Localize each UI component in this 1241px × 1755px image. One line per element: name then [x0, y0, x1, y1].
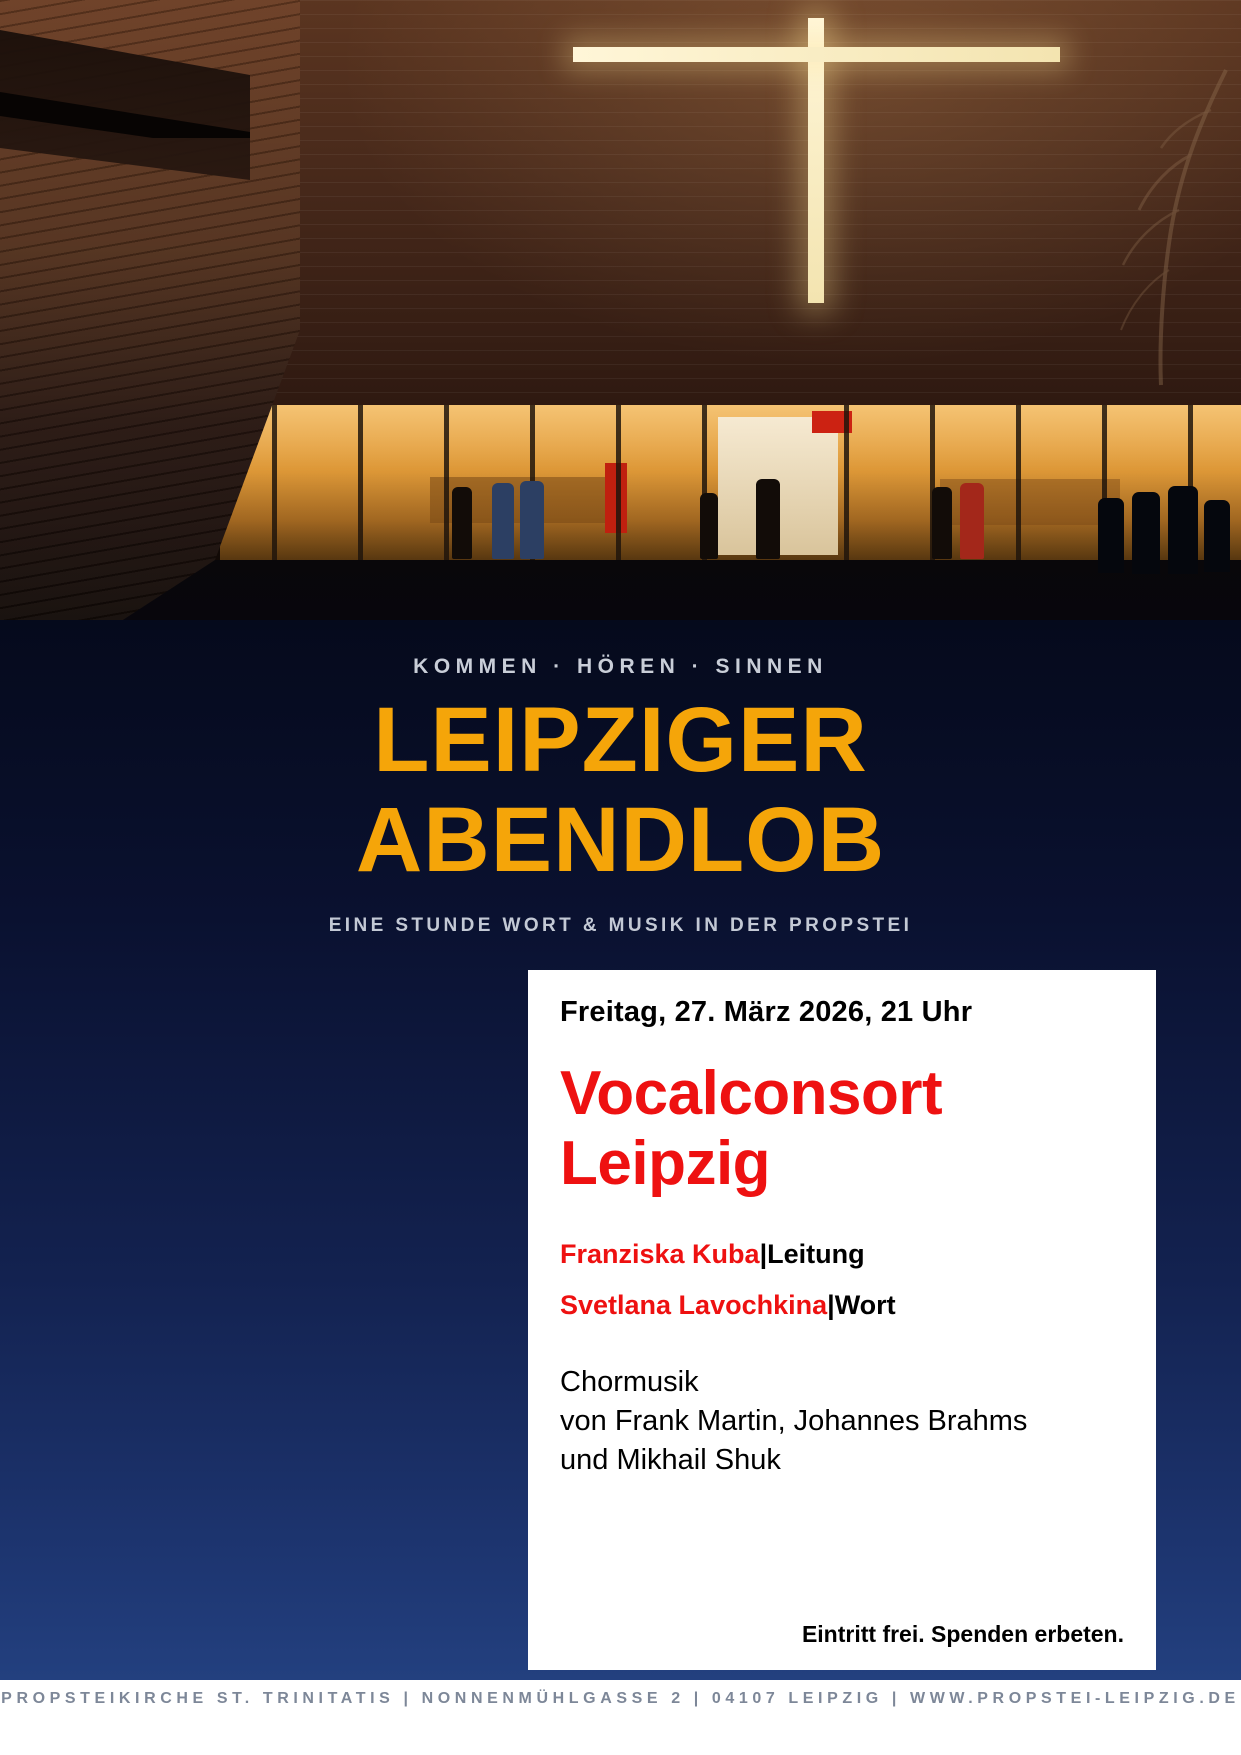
- credit-conductor: [560, 1239, 1124, 1270]
- illuminated-cross-horizontal: [573, 47, 1060, 62]
- credit-conductor-name: Franziska Kuba: [560, 1239, 760, 1269]
- credit-conductor-role: Leitung: [767, 1239, 865, 1269]
- tree-branch: [1031, 60, 1231, 390]
- ensemble-name-line-1: Vocalconsort: [560, 1059, 943, 1128]
- glass-foyer: [220, 405, 1241, 565]
- ensemble-name: [560, 1059, 1124, 1199]
- poster-title-line-2: ABENDLOB: [355, 789, 886, 891]
- program-line-3: und Mikhail Shuk: [560, 1444, 781, 1476]
- church-photograph: [0, 0, 1241, 700]
- credit-speaker-name: Svetlana Lavochkina: [560, 1290, 828, 1320]
- program-description: [560, 1363, 1124, 1480]
- ensemble-name-line-2: Leipzig: [560, 1129, 771, 1198]
- footer-address: PROPSTEIKIRCHE ST. TRINITATIS | NONNENMÜHLGASSE 2 | 04107 LEIPZIG | WWW.PROPSTEI-LEIPZIG.DE: [1, 1690, 1240, 1707]
- event-date: Freitag, 27. März 2026, 21 Uhr: [560, 996, 973, 1028]
- program-line-2: von Frank Martin, Johannes Brahms: [560, 1405, 1028, 1437]
- credit-speaker: [560, 1290, 1124, 1321]
- credit-speaker-separator: |: [827, 1290, 835, 1320]
- program-line-1: Chormusik: [560, 1366, 699, 1398]
- poster-title-line-1: LEIPZIGER: [373, 689, 868, 791]
- admission-note: Eintritt frei. Spenden erbeten.: [801, 1621, 1124, 1647]
- poster-subtitle: EINE STUNDE WORT & MUSIK IN DER PROPSTEI: [328, 915, 913, 936]
- credit-speaker-role: Wort: [834, 1290, 896, 1320]
- poster-title: [0, 690, 1241, 890]
- event-info-card: [528, 970, 1156, 1670]
- credit-conductor-separator: |: [759, 1239, 768, 1269]
- poster-kicker: KOMMEN · HÖREN · SINNEN: [413, 655, 828, 678]
